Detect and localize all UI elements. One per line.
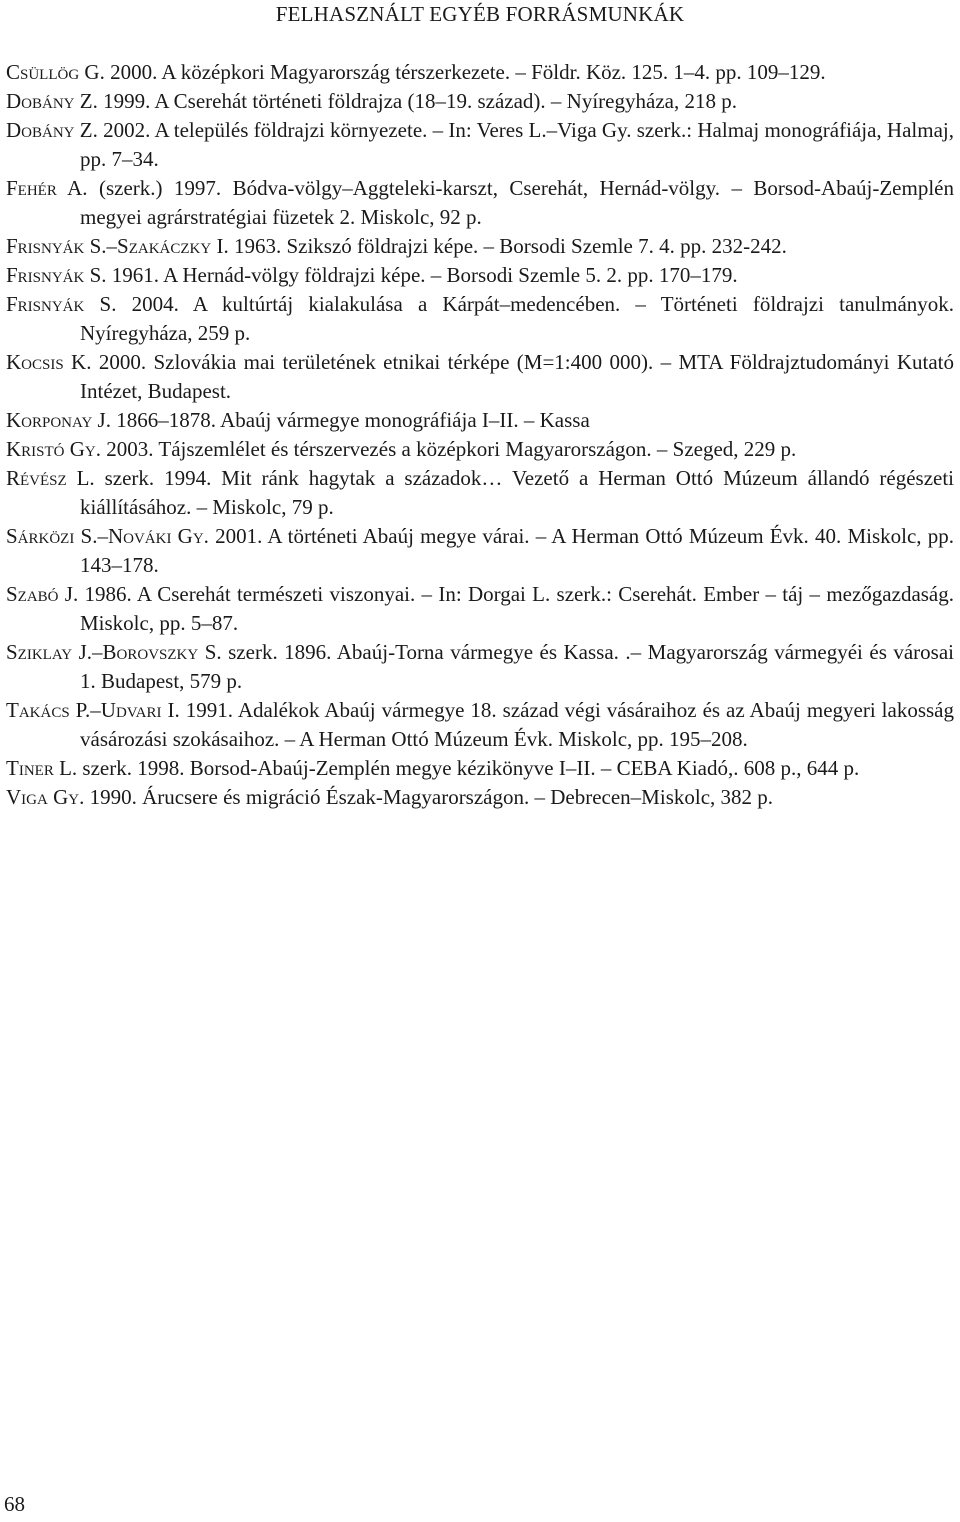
reference-author: Révész L. [6, 466, 95, 490]
reference-entry [6, 464, 954, 522]
reference-entry [6, 261, 954, 290]
reference-author: Sárközi S.–Nováki Gy. [6, 524, 209, 548]
reference-author: Tiner L. [6, 756, 78, 780]
reference-author: Frisnyák S.–Szakáczky I. [6, 234, 229, 258]
reference-text: 2001. A történeti Abaúj megye várai. – A Herman Ottó Múzeum Évk. 40. Miskolc, pp. 143–178. [80, 524, 954, 577]
reference-author: Frisnyák S. [6, 292, 117, 316]
reference-text: 1963. Szikszó földrajzi képe. – Borsodi Szemle 7. 4. pp. 232-242. [228, 234, 787, 258]
reference-entry [6, 87, 954, 116]
reference-text: 1999. A Cserehát történeti földrajza (18–19. század). – Nyíregyháza, 218 p. [97, 89, 737, 113]
reference-entry [6, 290, 954, 348]
reference-text: (szerk.) 1997. Bódva-völgy–Aggteleki-karszt, Cserehát, Hernád-völgy. – Borsod-Abaúj-Zemplén megyei agrárstratégiai füzetek 2. Miskolc, 92 p. [80, 176, 954, 229]
reference-author: Fehér A. [6, 176, 88, 200]
reference-text: szerk. 1998. Borsod-Abaúj-Zemplén megye kézikönyve I–II. – CEBA Kiadó,. 608 p., 644 p. [77, 756, 860, 780]
reference-text: 1991. Adalékok Abaúj vármegye 18. század végi vásáraihoz és az Abaúj megyeri lakosság vásározási szokásaihoz. – A Herman Ottó Múzeum Évk. Miskolc, pp. 195–208. [80, 698, 954, 751]
reference-text: 1990. Árucsere és migráció Észak-Magyarországon. – Debrecen–Miskolc, 382 p. [84, 785, 774, 809]
reference-author: Kristó Gy. [6, 437, 102, 461]
reference-author: Viga Gy. [6, 785, 85, 809]
reference-entry [6, 435, 954, 464]
reference-text: 1986. A Cserehát természeti viszonyai. – In: Dorgai L. szerk.: Cserehát. Ember – táj – mezőgazdaság. Miskolc, pp. 5–87. [78, 582, 955, 635]
reference-entry [6, 754, 954, 783]
reference-entry [6, 696, 954, 754]
reference-entry [6, 406, 954, 435]
reference-text: szerk. 1994. Mit ránk hagytak a századok… Vezető a Herman Ottó Múzeum állandó régészeti kiállításához. – Miskolc, 79 p. [80, 466, 955, 519]
page-number: 68 [4, 1492, 25, 1516]
reference-entry [6, 783, 954, 812]
reference-list [6, 58, 954, 812]
reference-author: Kocsis K. [6, 350, 92, 374]
reference-author: Dobány Z. [6, 89, 98, 113]
reference-author: Frisnyák S. [6, 263, 107, 287]
reference-entry [6, 522, 954, 580]
reference-text: szerk. 1896. Abaúj-Torna vármegye és Kassa. .– Magyarország vármegyéi és városai 1. Budapest, 579 p. [80, 640, 954, 693]
reference-text: 2000. A középkori Magyarország térszerkezete. – Földr. Köz. 125. 1–4. pp. 109–129. [104, 60, 826, 84]
reference-text: 2004. A kultúrtáj kialakulása a Kárpát–medencében. – Történeti földrajzi tanulmányok. Nyíregyháza, 259 p. [80, 292, 955, 345]
reference-text: 1961. A Hernád-völgy földrajzi képe. – Borsodi Szemle 5. 2. pp. 170–179. [106, 263, 738, 287]
page-title: FELHASZNÁLT EGYÉB FORRÁSMUNKÁK [275, 2, 685, 26]
reference-entry [6, 174, 954, 232]
reference-author: Dobány Z. [6, 118, 98, 142]
reference-entry [6, 116, 954, 174]
reference-text: 2002. A település földrajzi környezete. – In: Veres L.–Viga Gy. szerk.: Halmaj monográfiája, Halmaj, pp. 7–34. [80, 118, 954, 171]
reference-author: Sziklay J.–Borovszky S. [6, 640, 222, 664]
reference-author: Csüllög G. [6, 60, 105, 84]
reference-entry [6, 232, 954, 261]
reference-entry [6, 638, 954, 696]
reference-entry [6, 348, 954, 406]
reference-author: Korponay J. [6, 408, 111, 432]
reference-entry [6, 58, 954, 87]
reference-entry [6, 580, 954, 638]
reference-text: 1866–1878. Abaúj vármegye monográfiája I–II. – Kassa [110, 408, 590, 432]
reference-text: 2003. Tájszemlélet és térszervezés a középkori Magyarországon. – Szeged, 229 p. [101, 437, 797, 461]
reference-text: 2000. Szlovákia mai területének etnikai térképe (M=1:400 000). – MTA Földrajztudományi Kutató Intézet, Budapest. [80, 350, 954, 403]
reference-author: Takács P.–Udvari I. [6, 698, 180, 722]
reference-author: Szabó J. [6, 582, 79, 606]
